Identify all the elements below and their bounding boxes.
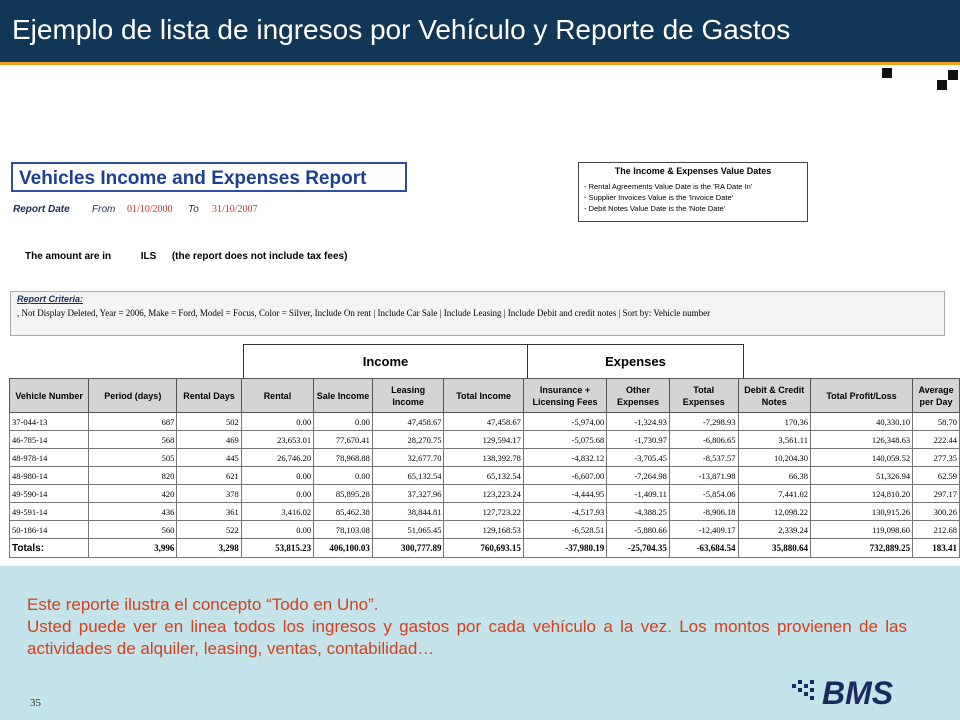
table-cell: -1,409.11 xyxy=(607,485,670,503)
decor-square xyxy=(882,68,892,78)
table-cell: 687 xyxy=(89,413,177,431)
table-cell: 3,561.11 xyxy=(738,431,810,449)
description xyxy=(27,594,907,660)
vehicle-number-cell: 46-785-14 xyxy=(10,431,89,449)
decor-square xyxy=(948,70,958,80)
table-cell: 53,815.23 xyxy=(241,539,313,558)
table-cell: 3,416.02 xyxy=(241,503,313,521)
table-cell: -5,974.00 xyxy=(523,413,606,431)
table-cell: 222.44 xyxy=(913,431,960,449)
table-cell: 47,458.67 xyxy=(372,413,444,431)
table-cell: 170.36 xyxy=(738,413,810,431)
table-cell: -4,388.25 xyxy=(607,503,670,521)
table-cell: 85,895.28 xyxy=(314,485,373,503)
report-screenshot xyxy=(0,148,960,566)
table-cell: 129,594.17 xyxy=(444,431,523,449)
table-cell: 51,065.45 xyxy=(372,521,444,539)
report-criteria xyxy=(10,291,945,336)
table-cell: 127,723.22 xyxy=(444,503,523,521)
table-cell: 436 xyxy=(89,503,177,521)
table-cell: -13,871.98 xyxy=(669,467,738,485)
currency: ILS xyxy=(140,251,157,262)
table-row xyxy=(10,431,960,449)
col-header: Debit & Credit Notes xyxy=(738,379,810,413)
table-cell: 300,777.89 xyxy=(372,539,444,558)
vehicle-number-cell: 49-590-14 xyxy=(10,485,89,503)
report-date-label: Report Date xyxy=(13,204,70,215)
vehicle-number-cell: 48-978-14 xyxy=(10,449,89,467)
table-cell: 32,677.70 xyxy=(372,449,444,467)
table-cell: 129,168.53 xyxy=(444,521,523,539)
table-cell: 469 xyxy=(177,431,241,449)
table-cell: -5,075.68 xyxy=(523,431,606,449)
table-cell: 0.00 xyxy=(314,413,373,431)
table-cell: 3,996 xyxy=(89,539,177,558)
vehicle-number-cell: 49-591-14 xyxy=(10,503,89,521)
table-cell: 3,298 xyxy=(177,539,241,558)
slide-title-bar xyxy=(0,0,960,65)
value-dates-box xyxy=(578,162,808,222)
table-row xyxy=(10,413,960,431)
table-cell: 0.00 xyxy=(241,467,313,485)
page-number: 35 xyxy=(30,697,41,709)
bms-logo xyxy=(792,670,912,710)
col-header: Rental Days xyxy=(177,379,241,413)
table-cell: 119,098.60 xyxy=(810,521,912,539)
totals-row xyxy=(10,539,960,558)
col-header: Period (days) xyxy=(89,379,177,413)
col-header: Total Profit/Loss xyxy=(810,379,912,413)
vehicle-number-cell: 50-186-14 xyxy=(10,521,89,539)
table-cell: 361 xyxy=(177,503,241,521)
table-cell: 183.41 xyxy=(913,539,960,558)
table-cell: 26,746.20 xyxy=(241,449,313,467)
table-cell: 124,810.20 xyxy=(810,485,912,503)
table-cell: 7,441.02 xyxy=(738,485,810,503)
table-cell: 10,204.30 xyxy=(738,449,810,467)
table-cell: 212.68 xyxy=(913,521,960,539)
table-cell: 505 xyxy=(89,449,177,467)
col-header: Insurance + Licensing Fees xyxy=(523,379,606,413)
table-cell: 300.26 xyxy=(913,503,960,521)
col-header: Vehicle Number xyxy=(10,379,89,413)
vehicle-number-cell: 37-044-13 xyxy=(10,413,89,431)
col-header: Other Expenses xyxy=(607,379,670,413)
table-row xyxy=(10,503,960,521)
logo-text: BMS xyxy=(822,675,894,710)
table-cell: 760,693.15 xyxy=(444,539,523,558)
table-cell: 58.70 xyxy=(913,413,960,431)
table-cell: 130,915.26 xyxy=(810,503,912,521)
col-header: Total Expenses xyxy=(669,379,738,413)
table-cell: 406,100.03 xyxy=(314,539,373,558)
table-cell: 2,339.24 xyxy=(738,521,810,539)
value-date-item: - Rental Agreements Value Date is the 'RA Date In' xyxy=(584,182,753,191)
table-cell: -5,854.06 xyxy=(669,485,738,503)
table-cell: -1,730.97 xyxy=(607,431,670,449)
to-date: 31/10/2007 xyxy=(212,204,258,215)
table-cell: 0.00 xyxy=(241,521,313,539)
table-cell: 38,844.81 xyxy=(372,503,444,521)
table-cell: -6,528.51 xyxy=(523,521,606,539)
table-cell: 77,670.41 xyxy=(314,431,373,449)
table-cell: 51,326.94 xyxy=(810,467,912,485)
description-paragraph: Usted puede ver en linea todos los ingresos y gastos por cada vehículo a la vez. Los montos provienen de las actividades de alquiler, leasing, ventas, contabilidad… xyxy=(27,617,907,658)
col-header: Total Income xyxy=(444,379,523,413)
table-cell: -1,324.93 xyxy=(607,413,670,431)
col-header: Leasing Income xyxy=(372,379,444,413)
table-cell: 23,653.01 xyxy=(241,431,313,449)
table-row xyxy=(10,467,960,485)
amount-label: The amount are in xyxy=(25,251,112,262)
report-table xyxy=(9,378,960,558)
value-dates-title: The Income & Expenses Value Dates xyxy=(614,166,772,176)
value-date-item: - Debit Notes Value Date is the 'Note Date' xyxy=(584,204,726,213)
table-cell: 40,330.10 xyxy=(810,413,912,431)
from-label: From xyxy=(92,204,116,215)
table-cell: -37,980.19 xyxy=(523,539,606,558)
table-cell: 568 xyxy=(89,431,177,449)
table-cell: 65,132.54 xyxy=(372,467,444,485)
table-header-row xyxy=(10,379,960,413)
table-cell: 522 xyxy=(177,521,241,539)
table-cell: 140,059.52 xyxy=(810,449,912,467)
totals-label: Totals: xyxy=(10,539,89,558)
table-cell: -8,537.57 xyxy=(669,449,738,467)
criteria-text: , Not Display Deleted, Year = 2006, Make = Ford, Model = Focus, Color = Silver, Include On rent | Include Car Sale | Include Leasing | Include Debit and credit notes | Sort by: Vehicle number xyxy=(17,308,711,318)
table-cell: -5,880.66 xyxy=(607,521,670,539)
table-cell: -4,444.95 xyxy=(523,485,606,503)
criteria-label: Report Criteria: xyxy=(17,294,84,304)
table-cell: -7,264.98 xyxy=(607,467,670,485)
table-cell: 621 xyxy=(177,467,241,485)
expenses-group-header: Expenses xyxy=(527,344,744,380)
table-cell: 123,223.24 xyxy=(444,485,523,503)
table-cell: 28,270.75 xyxy=(372,431,444,449)
col-header: Rental xyxy=(241,379,313,413)
tax-note: (the report does not include tax fees) xyxy=(171,251,348,262)
table-cell: 820 xyxy=(89,467,177,485)
table-cell: 297.17 xyxy=(913,485,960,503)
income-group-header: Income xyxy=(243,344,528,380)
table-cell: 126,348.63 xyxy=(810,431,912,449)
report-title: Vehicles Income and Expenses Report xyxy=(11,162,407,192)
table-cell: -8,906.18 xyxy=(669,503,738,521)
table-cell: 65,132.54 xyxy=(444,467,523,485)
from-date: 01/10/2000 xyxy=(127,204,173,215)
table-cell: -7,298.93 xyxy=(669,413,738,431)
table-cell: -4,517.93 xyxy=(523,503,606,521)
table-cell: -3,705.45 xyxy=(607,449,670,467)
table-cell: 502 xyxy=(177,413,241,431)
table-row xyxy=(10,485,960,503)
table-row xyxy=(10,521,960,539)
table-cell: 85,462.38 xyxy=(314,503,373,521)
decor-square xyxy=(937,80,947,90)
table-cell: 78,103.08 xyxy=(314,521,373,539)
table-cell: 35,880.64 xyxy=(738,539,810,558)
table-cell: -25,704.35 xyxy=(607,539,670,558)
slide-title: Ejemplo de lista de ingresos por Vehículo y Reporte de Gastos xyxy=(12,14,791,45)
vehicle-number-cell: 48-980-14 xyxy=(10,467,89,485)
table-cell: 62.59 xyxy=(913,467,960,485)
table-cell: 0.00 xyxy=(241,485,313,503)
table-cell: 560 xyxy=(89,521,177,539)
table-cell: 732,889.25 xyxy=(810,539,912,558)
to-label: To xyxy=(188,204,199,215)
col-header: Sale Income xyxy=(314,379,373,413)
table-cell: -6,806.65 xyxy=(669,431,738,449)
table-cell: 37,327.96 xyxy=(372,485,444,503)
table-cell: 47,458.67 xyxy=(444,413,523,431)
description-line: Este reporte ilustra el concepto “Todo en Uno”. xyxy=(27,595,379,614)
table-cell: -4,832.12 xyxy=(523,449,606,467)
table-cell: 378 xyxy=(177,485,241,503)
table-cell: -12,409.17 xyxy=(669,521,738,539)
table-cell: 0.00 xyxy=(241,413,313,431)
table-cell: 277.35 xyxy=(913,449,960,467)
table-cell: 12,098.22 xyxy=(738,503,810,521)
value-date-item: - Supplier Invoices Value is the 'Invoice Date' xyxy=(584,193,734,202)
table-cell: 420 xyxy=(89,485,177,503)
table-cell: 66.38 xyxy=(738,467,810,485)
amount-note xyxy=(25,251,347,262)
table-cell: 78,968.88 xyxy=(314,449,373,467)
col-header: Average per Day xyxy=(913,379,960,413)
table-cell: 445 xyxy=(177,449,241,467)
table-row xyxy=(10,449,960,467)
table-cell: -6,607.00 xyxy=(523,467,606,485)
table-cell: 0.00 xyxy=(314,467,373,485)
table-cell: -63,684.54 xyxy=(669,539,738,558)
table-cell: 138,392.78 xyxy=(444,449,523,467)
